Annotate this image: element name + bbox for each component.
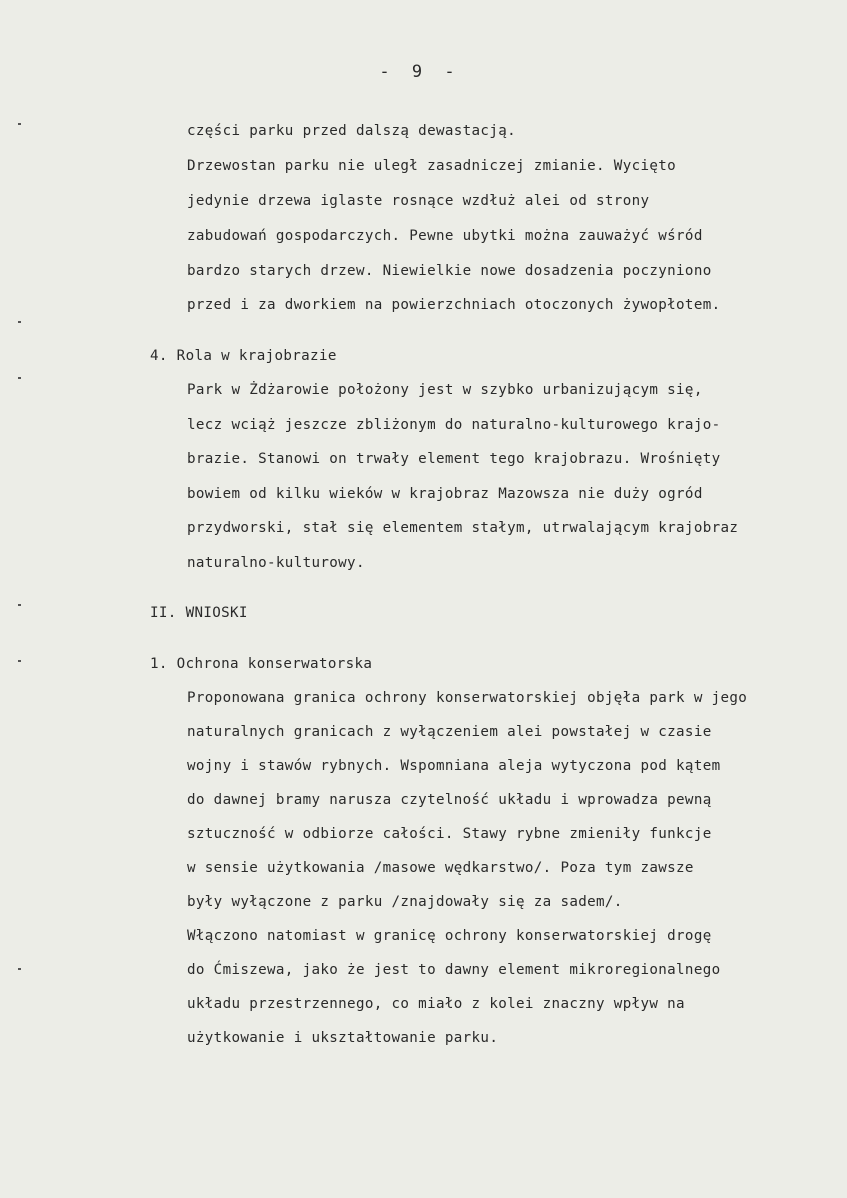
scan-speck	[18, 321, 21, 323]
text-line: użytkowanie i ukształtowanie parku.	[187, 1030, 499, 1046]
text-line: Proponowana granica ochrony konserwatorskiej objęła park w jego	[187, 690, 748, 706]
section-heading: 4. Rola w krajobrazie	[150, 348, 337, 364]
text-line: brazie. Stanowi on trwały element tego krajobrazu. Wrośnięty	[187, 451, 721, 467]
page-number: - 9 -	[379, 62, 461, 82]
text-line: naturalno-kulturowy.	[187, 555, 365, 571]
scan-speck	[18, 968, 21, 970]
text-line: części parku przed dalszą dewastacją.	[187, 123, 516, 139]
text-line: były wyłączone z parku /znajdowały się za sadem/.	[187, 894, 623, 910]
text-line: przed i za dworkiem na powierzchniach otoczonych żywopłotem.	[187, 297, 721, 313]
text-line: wojny i stawów rybnych. Wspomniana aleja wytyczona pod kątem	[187, 758, 721, 774]
text-line: bardzo starych drzew. Niewielkie nowe dosadzenia poczyniono	[187, 263, 712, 279]
scan-speck	[18, 377, 21, 379]
text-line: zabudowań gospodarczych. Pewne ubytki można zauważyć wśród	[187, 228, 703, 244]
chapter-heading: II. WNIOSKI	[150, 605, 248, 621]
text-line: układu przestrzennego, co miało z kolei znaczny wpływ na	[187, 996, 685, 1012]
text-line: przydworski, stał się elementem stałym, utrwalającym krajobraz	[187, 520, 739, 536]
text-line: do Ćmiszewa, jako że jest to dawny element mikroregionalnego	[187, 962, 721, 978]
text-line: Włączono natomiast w granicę ochrony konserwatorskiej drogę	[187, 928, 712, 944]
scan-speck	[18, 123, 21, 125]
scan-speck	[18, 660, 21, 662]
text-line: jedynie drzewa iglaste rosnące wzdłuż alei od strony	[187, 193, 650, 209]
section-heading: 1. Ochrona konserwatorska	[150, 656, 373, 672]
text-line: do dawnej bramy narusza czytelność układu i wprowadza pewną	[187, 792, 712, 808]
text-line: lecz wciąż jeszcze zbliżonym do naturalno-kulturowego krajo-	[187, 417, 721, 433]
text-line: naturalnych granicach z wyłączeniem alei powstałej w czasie	[187, 724, 712, 740]
text-line: Park w Żdżarowie położony jest w szybko urbanizującym się,	[187, 382, 703, 398]
text-line: w sensie użytkowania /masowe wędkarstwo/. Poza tym zawsze	[187, 860, 694, 876]
text-line: sztuczność w odbiorze całości. Stawy rybne zmieniły funkcje	[187, 826, 712, 842]
scan-speck	[18, 604, 21, 606]
text-line: bowiem od kilku wieków w krajobraz Mazowsza nie duży ogród	[187, 486, 703, 502]
text-line: Drzewostan parku nie uległ zasadniczej zmianie. Wycięto	[187, 158, 677, 174]
